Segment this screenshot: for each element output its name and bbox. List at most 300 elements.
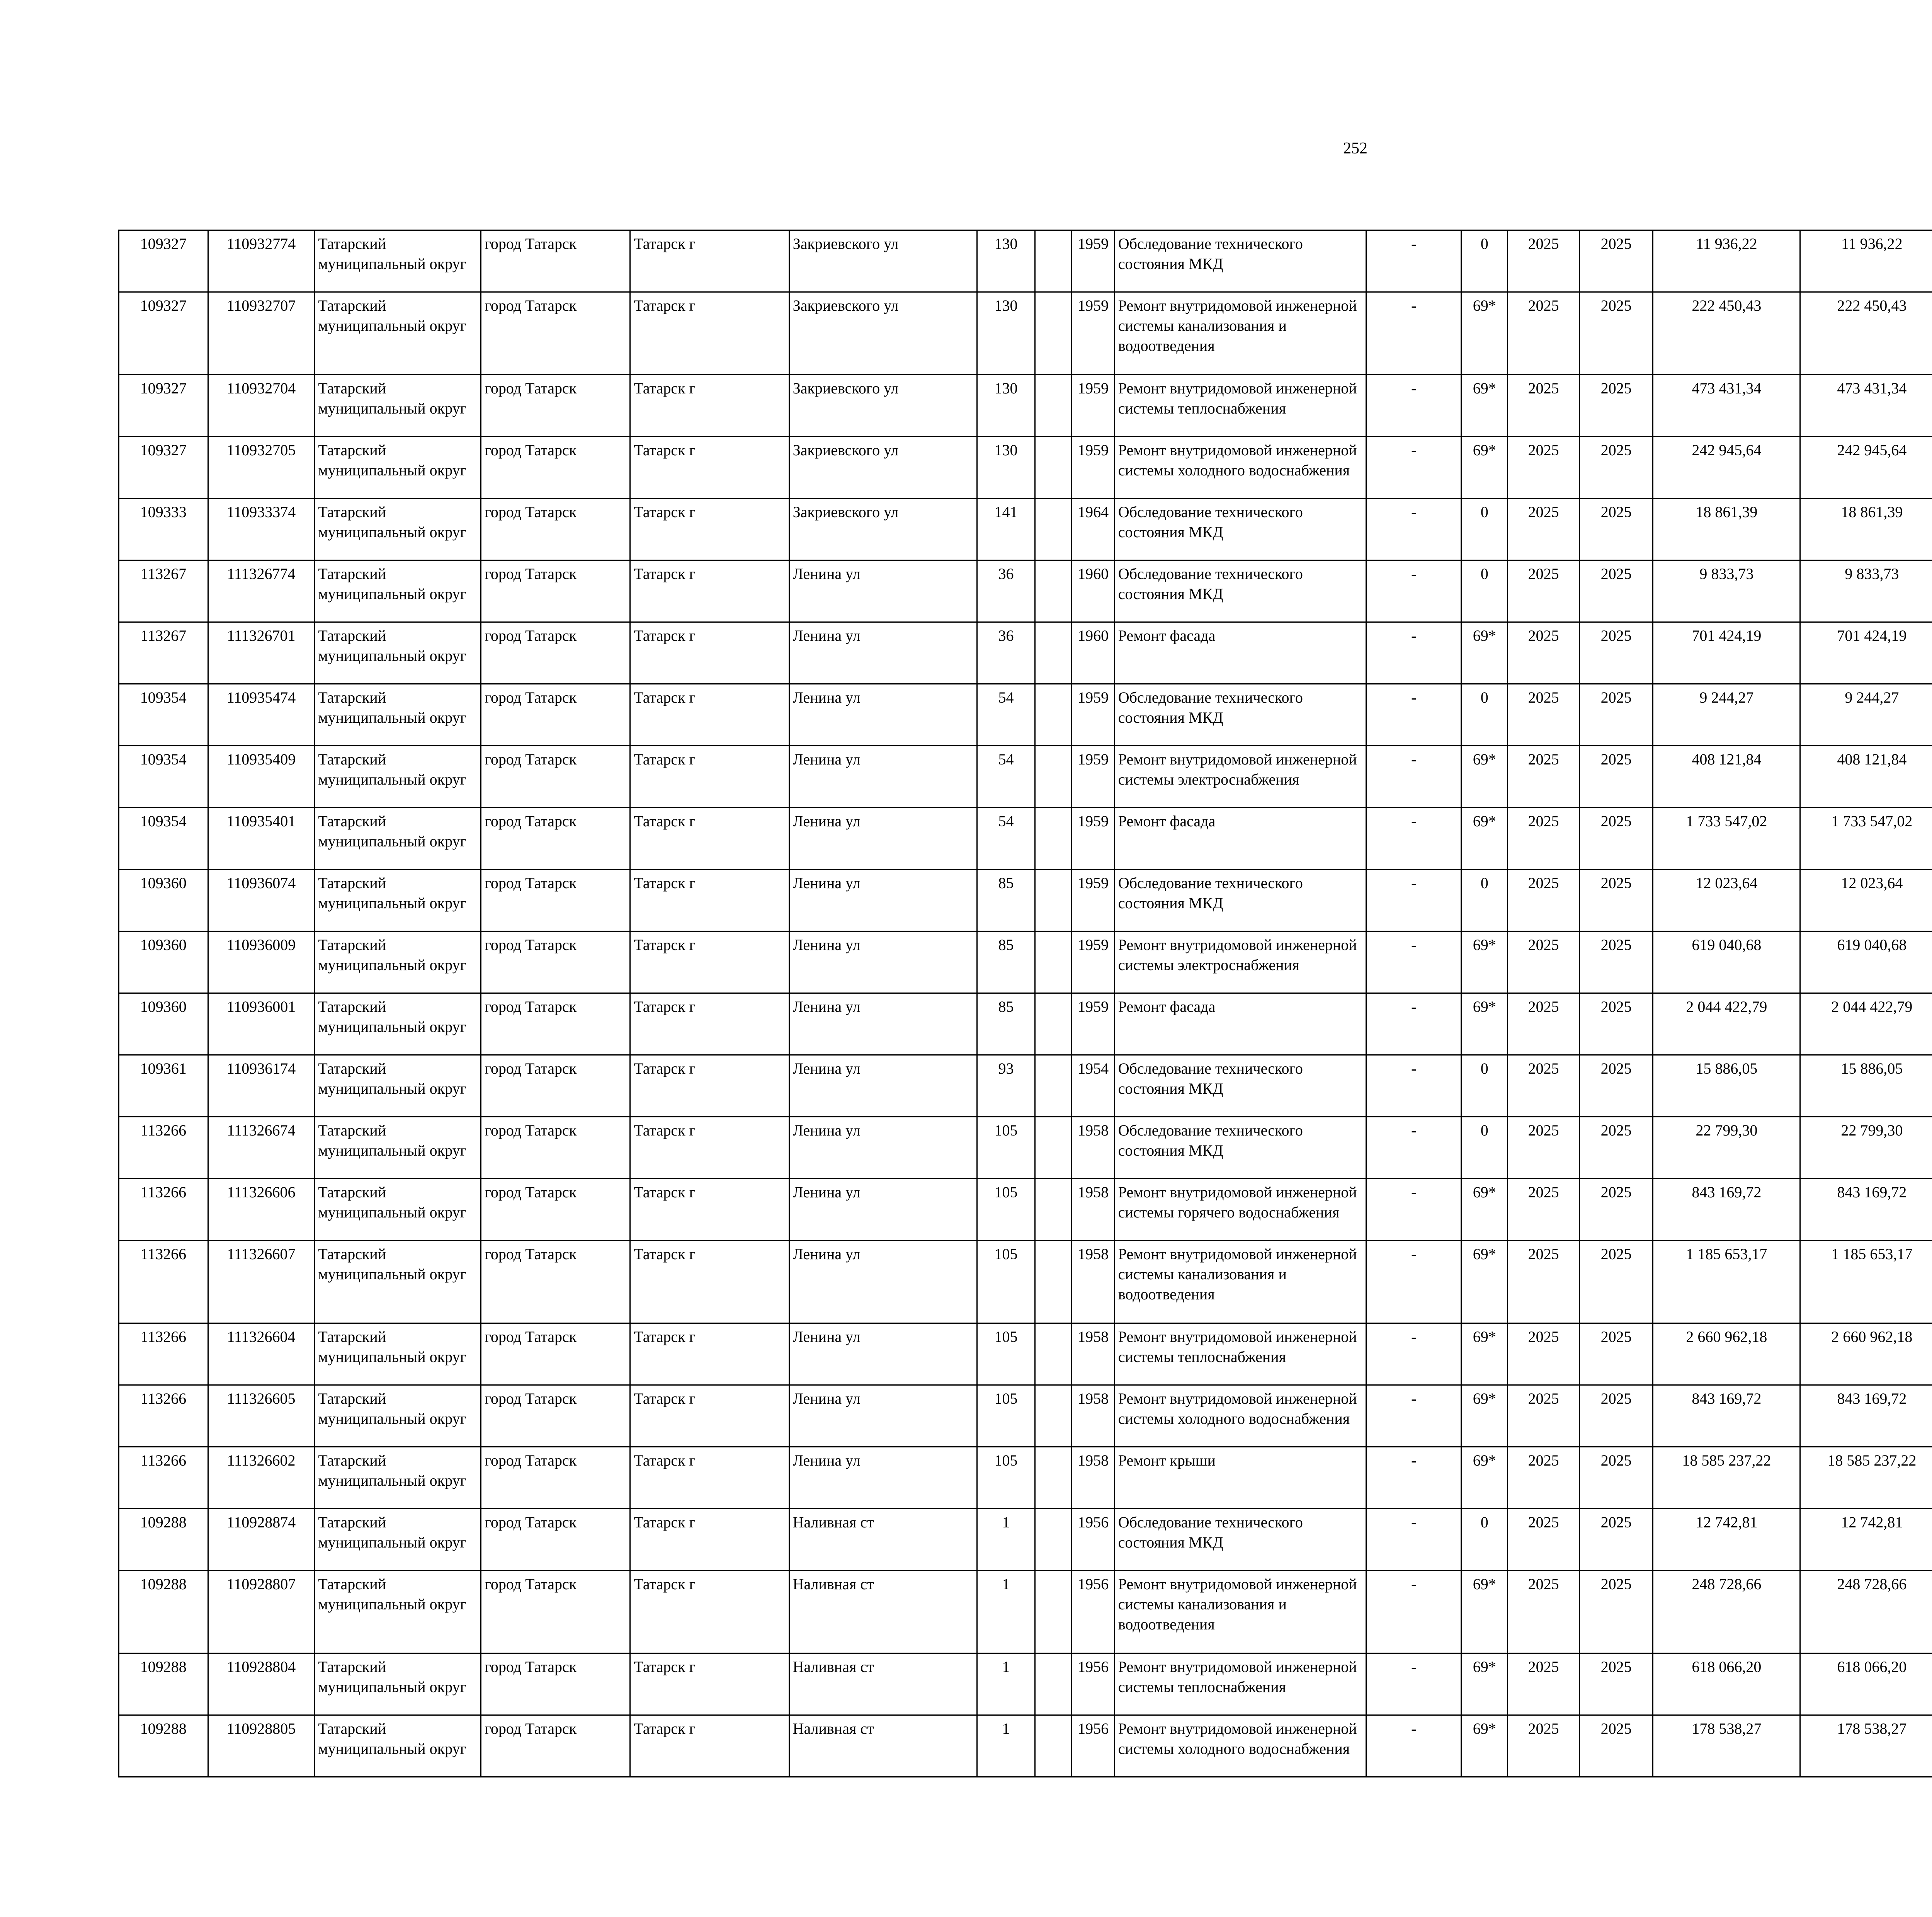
mark-cell: 0 [1461,230,1508,292]
district-cell: Татарский муниципальный округ [315,292,481,375]
year-from-cell: 2025 [1508,870,1579,931]
mark-cell: 69* [1461,1241,1508,1323]
construction-year-cell: 1958 [1072,1179,1114,1241]
building-cell [1035,684,1072,746]
cost-total-cell: 2 044 422,79 [1653,993,1800,1055]
work-type-cell: Обследование технического состояния МКД [1114,1117,1366,1179]
street-cell: Ленина ул [789,1055,977,1117]
work-type-cell: Ремонт внутридомовой инженерной системы холодного водоснабжения [1114,437,1366,499]
house-id-cell: 109288 [119,1653,208,1715]
house-id-cell: 109360 [119,931,208,993]
settlement-cell: город Татарск [481,1055,630,1117]
dash-cell: - [1366,1653,1461,1715]
year-from-cell: 2025 [1508,808,1579,870]
table-row [119,560,1932,622]
work-code-cell: 110928805 [208,1715,315,1777]
cost-total-cell: 843 169,72 [1653,1179,1800,1241]
year-from-cell: 2025 [1508,1055,1579,1117]
mark-cell: 69* [1461,1571,1508,1653]
construction-year-cell: 1959 [1072,292,1114,375]
cost-total-cell: 11 936,22 [1653,230,1800,292]
house-id-cell: 113266 [119,1179,208,1241]
construction-year-cell: 1964 [1072,499,1114,560]
dash-cell: - [1366,746,1461,808]
settlement-cell: город Татарск [481,808,630,870]
construction-year-cell: 1960 [1072,622,1114,684]
building-cell [1035,1241,1072,1323]
building-cell [1035,1385,1072,1447]
settlement-cell: город Татарск [481,931,630,993]
work-code-cell: 111326774 [208,560,315,622]
construction-year-cell: 1956 [1072,1653,1114,1715]
work-type-cell: Ремонт фасада [1114,622,1366,684]
mark-cell: 69* [1461,1715,1508,1777]
locality-cell: Татарск г [630,1323,789,1385]
table-row [119,1117,1932,1179]
dash-cell: - [1366,1055,1461,1117]
construction-year-cell: 1959 [1072,684,1114,746]
mark-cell: 69* [1461,1653,1508,1715]
building-cell [1035,746,1072,808]
table-row [119,1241,1932,1323]
year-to-cell: 2025 [1579,808,1653,870]
district-cell: Татарский муниципальный округ [315,1323,481,1385]
cost-cell: 618 066,20 [1800,1653,1932,1715]
cost-total-cell: 12 023,64 [1653,870,1800,931]
district-cell: Татарский муниципальный округ [315,375,481,437]
work-type-cell: Ремонт внутридомовой инженерной системы теплоснабжения [1114,375,1366,437]
settlement-cell: город Татарск [481,1447,630,1509]
locality-cell: Татарск г [630,870,789,931]
work-code-cell: 110933374 [208,499,315,560]
cost-cell: 15 886,05 [1800,1055,1932,1117]
work-type-cell: Ремонт фасада [1114,808,1366,870]
cost-cell: 18 861,39 [1800,499,1932,560]
house-number-cell: 130 [977,292,1035,375]
district-cell: Татарский муниципальный округ [315,993,481,1055]
dash-cell: - [1366,622,1461,684]
locality-cell: Татарск г [630,993,789,1055]
house-number-cell: 85 [977,993,1035,1055]
district-cell: Татарский муниципальный округ [315,1117,481,1179]
work-type-cell: Ремонт внутридомовой инженерной системы горячего водоснабжения [1114,1179,1366,1241]
house-number-cell: 130 [977,230,1035,292]
settlement-cell: город Татарск [481,993,630,1055]
table-row [119,1179,1932,1241]
year-to-cell: 2025 [1579,684,1653,746]
construction-year-cell: 1958 [1072,1323,1114,1385]
house-id-cell: 113267 [119,560,208,622]
year-from-cell: 2025 [1508,1653,1579,1715]
year-to-cell: 2025 [1579,1117,1653,1179]
street-cell: Ленина ул [789,1447,977,1509]
year-to-cell: 2025 [1579,292,1653,375]
year-from-cell: 2025 [1508,560,1579,622]
building-cell [1035,230,1072,292]
district-cell: Татарский муниципальный округ [315,1179,481,1241]
construction-year-cell: 1959 [1072,931,1114,993]
cost-cell: 843 169,72 [1800,1179,1932,1241]
locality-cell: Татарск г [630,292,789,375]
year-to-cell: 2025 [1579,1179,1653,1241]
street-cell: Ленина ул [789,931,977,993]
cost-total-cell: 222 450,43 [1653,292,1800,375]
settlement-cell: город Татарск [481,1179,630,1241]
work-code-cell: 110928874 [208,1509,315,1571]
house-number-cell: 105 [977,1179,1035,1241]
work-code-cell: 111326602 [208,1447,315,1509]
year-to-cell: 2025 [1579,1715,1653,1777]
building-cell [1035,993,1072,1055]
house-number-cell: 1 [977,1571,1035,1653]
work-code-cell: 110928804 [208,1653,315,1715]
construction-year-cell: 1958 [1072,1117,1114,1179]
repair-program-table [118,230,1932,1777]
work-type-cell: Ремонт внутридомовой инженерной системы холодного водоснабжения [1114,1715,1366,1777]
locality-cell: Татарск г [630,437,789,499]
locality-cell: Татарск г [630,560,789,622]
work-type-cell: Обследование технического состояния МКД [1114,560,1366,622]
year-from-cell: 2025 [1508,746,1579,808]
cost-cell: 222 450,43 [1800,292,1932,375]
locality-cell: Татарск г [630,1117,789,1179]
dash-cell: - [1366,1447,1461,1509]
building-cell [1035,622,1072,684]
year-to-cell: 2025 [1579,1571,1653,1653]
dash-cell: - [1366,931,1461,993]
dash-cell: - [1366,230,1461,292]
street-cell: Ленина ул [789,560,977,622]
table-row [119,993,1932,1055]
building-cell [1035,437,1072,499]
house-id-cell: 109288 [119,1509,208,1571]
work-type-cell: Ремонт внутридомовой инженерной системы электроснабжения [1114,931,1366,993]
street-cell: Закриевского ул [789,437,977,499]
building-cell [1035,1509,1072,1571]
table-row [119,437,1932,499]
mark-cell: 0 [1461,870,1508,931]
district-cell: Татарский муниципальный округ [315,499,481,560]
locality-cell: Татарск г [630,1715,789,1777]
cost-cell: 843 169,72 [1800,1385,1932,1447]
locality-cell: Татарск г [630,499,789,560]
dash-cell: - [1366,1241,1461,1323]
cost-total-cell: 18 585 237,22 [1653,1447,1800,1509]
district-cell: Татарский муниципальный округ [315,560,481,622]
street-cell: Ленина ул [789,1117,977,1179]
table-row [119,622,1932,684]
year-to-cell: 2025 [1579,931,1653,993]
district-cell: Татарский муниципальный округ [315,746,481,808]
construction-year-cell: 1959 [1072,375,1114,437]
work-type-cell: Обследование технического состояния МКД [1114,870,1366,931]
year-from-cell: 2025 [1508,292,1579,375]
street-cell: Ленина ул [789,684,977,746]
cost-cell: 9 833,73 [1800,560,1932,622]
work-code-cell: 110932704 [208,375,315,437]
construction-year-cell: 1959 [1072,870,1114,931]
dash-cell: - [1366,684,1461,746]
cost-cell: 473 431,34 [1800,375,1932,437]
dash-cell: - [1366,1571,1461,1653]
year-from-cell: 2025 [1508,437,1579,499]
construction-year-cell: 1956 [1072,1715,1114,1777]
mark-cell: 69* [1461,1447,1508,1509]
work-type-cell: Ремонт внутридомовой инженерной системы теплоснабжения [1114,1323,1366,1385]
settlement-cell: город Татарск [481,1385,630,1447]
house-number-cell: 85 [977,931,1035,993]
street-cell: Закриевского ул [789,375,977,437]
year-from-cell: 2025 [1508,1447,1579,1509]
settlement-cell: город Татарск [481,292,630,375]
work-type-cell: Ремонт внутридомовой инженерной системы теплоснабжения [1114,1653,1366,1715]
house-number-cell: 105 [977,1447,1035,1509]
cost-total-cell: 12 742,81 [1653,1509,1800,1571]
mark-cell: 0 [1461,1117,1508,1179]
year-to-cell: 2025 [1579,499,1653,560]
building-cell [1035,499,1072,560]
house-id-cell: 109333 [119,499,208,560]
construction-year-cell: 1959 [1072,993,1114,1055]
house-number-cell: 54 [977,746,1035,808]
year-to-cell: 2025 [1579,230,1653,292]
mark-cell: 69* [1461,746,1508,808]
work-code-cell: 110936074 [208,870,315,931]
year-to-cell: 2025 [1579,993,1653,1055]
settlement-cell: город Татарск [481,1653,630,1715]
district-cell: Татарский муниципальный округ [315,1241,481,1323]
locality-cell: Татарск г [630,1571,789,1653]
table-row [119,808,1932,870]
house-number-cell: 54 [977,808,1035,870]
cost-cell: 9 244,27 [1800,684,1932,746]
year-to-cell: 2025 [1579,1241,1653,1323]
house-number-cell: 105 [977,1241,1035,1323]
street-cell: Ленина ул [789,746,977,808]
house-id-cell: 109288 [119,1571,208,1653]
table-row [119,870,1932,931]
building-cell [1035,808,1072,870]
mark-cell: 69* [1461,1385,1508,1447]
year-from-cell: 2025 [1508,684,1579,746]
district-cell: Татарский муниципальный округ [315,437,481,499]
mark-cell: 69* [1461,931,1508,993]
work-code-cell: 110936009 [208,931,315,993]
work-type-cell: Обследование технического состояния МКД [1114,1055,1366,1117]
year-to-cell: 2025 [1579,1385,1653,1447]
year-from-cell: 2025 [1508,1385,1579,1447]
cost-total-cell: 618 066,20 [1653,1653,1800,1715]
settlement-cell: город Татарск [481,437,630,499]
year-to-cell: 2025 [1579,1055,1653,1117]
building-cell [1035,1571,1072,1653]
house-number-cell: 54 [977,684,1035,746]
cost-cell: 1 733 547,02 [1800,808,1932,870]
building-cell [1035,1715,1072,1777]
cost-total-cell: 1 185 653,17 [1653,1241,1800,1323]
building-cell [1035,931,1072,993]
work-type-cell: Ремонт внутридомовой инженерной системы холодного водоснабжения [1114,1385,1366,1447]
locality-cell: Татарск г [630,1653,789,1715]
cost-cell: 12 742,81 [1800,1509,1932,1571]
work-code-cell: 110935409 [208,746,315,808]
house-id-cell: 113266 [119,1447,208,1509]
district-cell: Татарский муниципальный округ [315,808,481,870]
construction-year-cell: 1958 [1072,1447,1114,1509]
year-from-cell: 2025 [1508,1509,1579,1571]
locality-cell: Татарск г [630,808,789,870]
settlement-cell: город Татарск [481,622,630,684]
year-from-cell: 2025 [1508,993,1579,1055]
settlement-cell: город Татарск [481,1117,630,1179]
dash-cell: - [1366,993,1461,1055]
table-row [119,1715,1932,1777]
year-from-cell: 2025 [1508,499,1579,560]
table-row [119,1055,1932,1117]
year-to-cell: 2025 [1579,375,1653,437]
year-to-cell: 2025 [1579,870,1653,931]
settlement-cell: город Татарск [481,560,630,622]
table-row [119,230,1932,292]
table-row [119,1447,1932,1509]
work-code-cell: 110935474 [208,684,315,746]
street-cell: Наливная ст [789,1509,977,1571]
dash-cell: - [1366,560,1461,622]
house-number-cell: 1 [977,1509,1035,1571]
construction-year-cell: 1959 [1072,746,1114,808]
construction-year-cell: 1959 [1072,808,1114,870]
street-cell: Ленина ул [789,622,977,684]
table-row [119,499,1932,560]
locality-cell: Татарск г [630,1241,789,1323]
house-number-cell: 36 [977,560,1035,622]
year-to-cell: 2025 [1579,1447,1653,1509]
work-code-cell: 110932707 [208,292,315,375]
dash-cell: - [1366,499,1461,560]
work-code-cell: 111326674 [208,1117,315,1179]
table-row [119,684,1932,746]
settlement-cell: город Татарск [481,499,630,560]
year-from-cell: 2025 [1508,1179,1579,1241]
table-row [119,1323,1932,1385]
work-code-cell: 111326605 [208,1385,315,1447]
table-row [119,746,1932,808]
street-cell: Ленина ул [789,1323,977,1385]
construction-year-cell: 1960 [1072,560,1114,622]
construction-year-cell: 1956 [1072,1571,1114,1653]
dash-cell: - [1366,870,1461,931]
page-number: 252 [1343,140,1367,157]
house-id-cell: 113266 [119,1117,208,1179]
building-cell [1035,1055,1072,1117]
cost-total-cell: 473 431,34 [1653,375,1800,437]
work-code-cell: 111326607 [208,1241,315,1323]
settlement-cell: город Татарск [481,870,630,931]
mark-cell: 0 [1461,684,1508,746]
street-cell: Ленина ул [789,1385,977,1447]
house-id-cell: 109354 [119,808,208,870]
work-code-cell: 110932774 [208,230,315,292]
mark-cell: 69* [1461,622,1508,684]
locality-cell: Татарск г [630,230,789,292]
year-from-cell: 2025 [1508,931,1579,993]
mark-cell: 0 [1461,560,1508,622]
work-code-cell: 110936174 [208,1055,315,1117]
cost-total-cell: 178 538,27 [1653,1715,1800,1777]
house-id-cell: 109288 [119,1715,208,1777]
work-type-cell: Ремонт внутридомовой инженерной системы канализования и водоотведения [1114,1571,1366,1653]
construction-year-cell: 1958 [1072,1241,1114,1323]
house-number-cell: 130 [977,437,1035,499]
work-code-cell: 111326604 [208,1323,315,1385]
house-number-cell: 105 [977,1385,1035,1447]
district-cell: Татарский муниципальный округ [315,230,481,292]
work-type-cell: Обследование технического состояния МКД [1114,499,1366,560]
dash-cell: - [1366,808,1461,870]
locality-cell: Татарск г [630,684,789,746]
year-from-cell: 2025 [1508,622,1579,684]
district-cell: Татарский муниципальный округ [315,1509,481,1571]
mark-cell: 69* [1461,1323,1508,1385]
cost-cell: 12 023,64 [1800,870,1932,931]
house-id-cell: 109327 [119,437,208,499]
house-id-cell: 109354 [119,684,208,746]
district-cell: Татарский муниципальный округ [315,622,481,684]
cost-cell: 619 040,68 [1800,931,1932,993]
settlement-cell: город Татарск [481,746,630,808]
cost-total-cell: 22 799,30 [1653,1117,1800,1179]
table-row [119,931,1932,993]
street-cell: Ленина ул [789,1179,977,1241]
cost-cell: 11 936,22 [1800,230,1932,292]
mark-cell: 0 [1461,1509,1508,1571]
year-to-cell: 2025 [1579,560,1653,622]
year-from-cell: 2025 [1508,1571,1579,1653]
house-id-cell: 113267 [119,622,208,684]
year-to-cell: 2025 [1579,1509,1653,1571]
dash-cell: - [1366,292,1461,375]
cost-cell: 18 585 237,22 [1800,1447,1932,1509]
table-row [119,375,1932,437]
dash-cell: - [1366,1179,1461,1241]
year-to-cell: 2025 [1579,437,1653,499]
work-type-cell: Ремонт внутридомовой инженерной системы канализования и водоотведения [1114,1241,1366,1323]
district-cell: Татарский муниципальный округ [315,1055,481,1117]
district-cell: Татарский муниципальный округ [315,931,481,993]
dash-cell: - [1366,1323,1461,1385]
mark-cell: 69* [1461,437,1508,499]
work-type-cell: Ремонт фасада [1114,993,1366,1055]
locality-cell: Татарск г [630,1179,789,1241]
street-cell: Закриевского ул [789,499,977,560]
mark-cell: 69* [1461,808,1508,870]
dash-cell: - [1366,1385,1461,1447]
cost-total-cell: 619 040,68 [1653,931,1800,993]
cost-cell: 2 044 422,79 [1800,993,1932,1055]
street-cell: Ленина ул [789,808,977,870]
work-type-cell: Обследование технического состояния МКД [1114,1509,1366,1571]
building-cell [1035,870,1072,931]
work-code-cell: 111326606 [208,1179,315,1241]
locality-cell: Татарск г [630,1055,789,1117]
cost-total-cell: 408 121,84 [1653,746,1800,808]
building-cell [1035,1447,1072,1509]
cost-total-cell: 15 886,05 [1653,1055,1800,1117]
dash-cell: - [1366,375,1461,437]
house-number-cell: 130 [977,375,1035,437]
dash-cell: - [1366,1715,1461,1777]
house-number-cell: 36 [977,622,1035,684]
